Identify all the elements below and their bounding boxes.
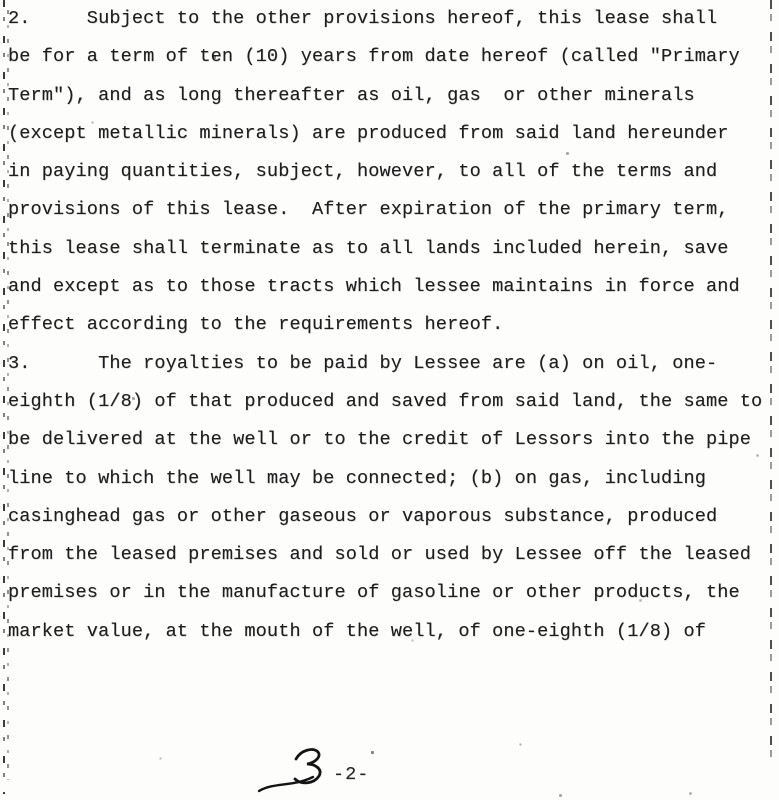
text-line: from the leased premises and sold or used by Lessee off the leased — [8, 544, 752, 566]
text-line: be for a term of ten (10) years from date hereof (called "Primary — [8, 46, 740, 68]
left-scan-edge — [3, 0, 5, 794]
text-line: this lease shall terminate as to all lands included herein, save — [8, 237, 729, 259]
text-line: be delivered at the well or to the credit of Lessors into the pipe — [8, 429, 752, 451]
text-line: market value, at the mouth of the well, of one-eighth (1/8) of — [8, 620, 706, 642]
page-footer — [250, 744, 450, 796]
text-line: eighth (1/8) of that produced and saved from said land, the same to — [8, 390, 763, 412]
text-line: effect according to the requirements hereof. — [8, 314, 504, 336]
text-line: and except as to those tracts which lessee maintains in force and — [8, 276, 740, 298]
page-number: -2- — [333, 764, 370, 785]
text-line: (except metallic minerals) are produced from said land hereunder — [8, 122, 729, 144]
text-line: line to which the well may be connected; (b) on gas, including — [8, 467, 706, 489]
text-line: casinghead gas or other gaseous or vaporous substance, produced — [8, 505, 718, 527]
text-line: Term"), and as long thereafter as oil, gas or other minerals — [8, 84, 695, 106]
scan-noise — [0, 0, 1, 1]
text-line: in paying quantities, subject, however, to all of the terms and — [8, 161, 718, 183]
text-line: provisions of this lease. After expiration of the primary term, — [8, 199, 729, 221]
lease-text-block — [8, 0, 774, 651]
text-line: premises or in the manufacture of gasoline or other products, the — [8, 582, 740, 604]
text-line: 2. Subject to the other provisions hereof, this lease shall — [8, 8, 718, 29]
text-line: 3. The royalties to be paid by Lessee are (a) on oil, one- — [8, 352, 718, 374]
